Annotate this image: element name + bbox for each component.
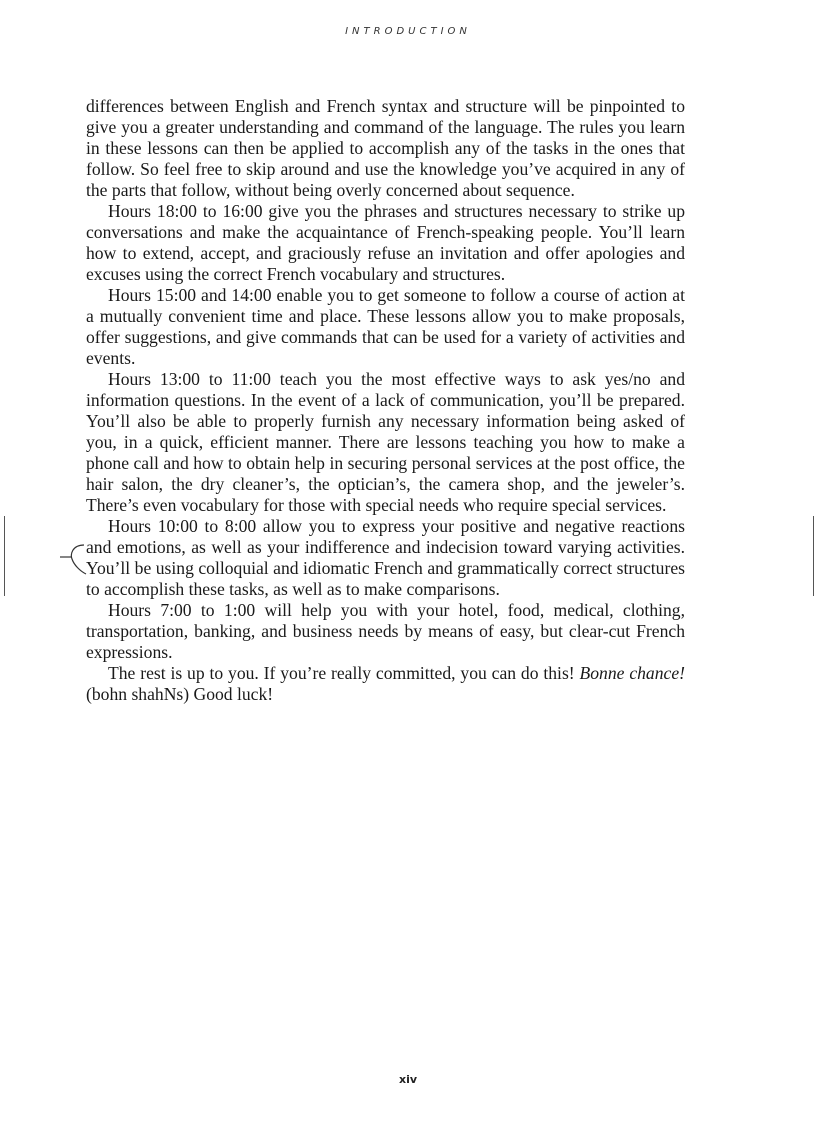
right-margin-rule [813, 516, 814, 596]
paragraph-text: Hours 15:00 and 14:00 enable you to get someone to follow a course of action at a mutually convenient time and place. These lessons allow you to make proposals, offer suggestions, and give commands that can be used for a variety of activities and events. [86, 285, 685, 368]
paragraph-text: Hours 10:00 to 8:00 allow you to express your positive and negative reactions and emotions, as well as your indifference and indecision toward varying activities. You’ll be using colloquial and idiomatic French and grammatically correct structures to accomplish these tasks, as well as to make comparisons. [86, 516, 685, 599]
paragraph-text: Hours 7:00 to 1:00 will help you with your hotel, food, medical, clothing, transportation, banking, and business needs by means of easy, but clear-cut French expressions. [86, 600, 685, 662]
italic-phrase: Bonne chance! [579, 663, 685, 683]
running-head: INTRODUCTION [345, 26, 471, 37]
paragraph-hours-10-8 [86, 516, 685, 600]
paragraph-intro-continuation [86, 96, 685, 201]
paragraph-text: Hours 13:00 to 11:00 teach you the most effective ways to ask yes/no and information questions. In the event of a lack of communication, you’ll be prepared. You’ll also be able to properly furnish any necessary information being asked of you, in a quick, efficient manner. There are lessons teaching you how to make a phone call and how to obtain help in securing personal services at the post office, the hair salon, the dry cleaner’s, the optician’s, the camera shop, and the jeweler’s. There’s even vocabulary for those with special needs who require special services. [86, 369, 685, 515]
paragraph-hours-13-11 [86, 369, 685, 516]
page-number: xiv [398, 1073, 418, 1086]
paragraph-text: differences between English and French syntax and structure will be pinpointed to give you a greater understanding and command of the language. The rules you learn in these lessons can then be applied to accomplish any of the tasks in the ones that follow. So feel free to skip around and use the knowledge you’ve acquired in any of the parts that follow, without being overly concerned about sequence. [86, 96, 685, 200]
paragraph-hours-7-1 [86, 600, 685, 663]
paragraph-text: Hours 18:00 to 16:00 give you the phrases and structures necessary to strike up conversations and make the acquaintance of French-speaking people. You’ll learn how to extend, accept, and graciously refuse an invitation and offer apologies and excuses using the correct French vocabulary and structures. [86, 201, 685, 284]
left-margin-rule [4, 516, 5, 596]
body-text [86, 96, 685, 705]
paragraph-closing [86, 663, 685, 705]
paragraph-text: (bohn shahNs) Good luck! [86, 684, 274, 704]
pen-mark-icon [58, 534, 98, 584]
paragraph-hours-18-16 [86, 201, 685, 285]
paragraph-text: The rest is up to you. If you’re really committed, you can do this! [108, 663, 580, 683]
paragraph-hours-15-14 [86, 285, 685, 369]
